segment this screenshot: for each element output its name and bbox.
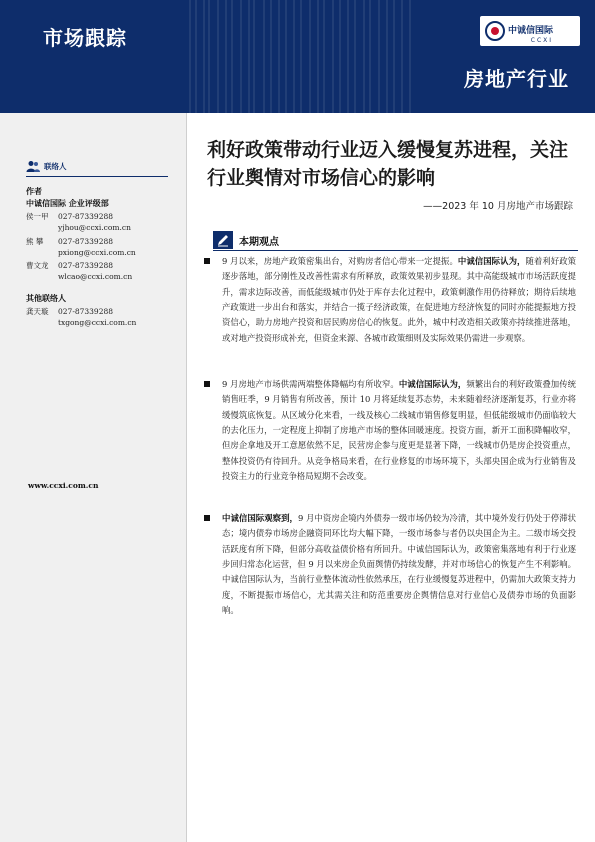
other-contacts-title: 其他联络人 — [26, 293, 66, 303]
contacts-header — [26, 160, 67, 172]
sidebar-divider — [186, 113, 187, 842]
author-2-phone: 熊 攀 027-87339288 — [26, 237, 114, 246]
other-1-email[interactable]: txgong@ccxi.com.cn — [58, 318, 137, 327]
author-1-name: 侯一甲 — [26, 212, 49, 221]
contacts-label: 联络人 — [44, 161, 67, 171]
viewpoint-1-text: 9 月以来，房地产政策密集出台，对购房者信心带来一定提振。中诚信国际认为，随着利好政策逐步落地，部分刚性及改善性需求有所释放，政策效果初步显现。其中高能级城市市场活跃度提升，需求边际改善，而低能级城市仍处于库存去化过程中，政策刺激作用仍待释放；期待后续地产政策进一步出台和落实，并结合一揽子经济政策，在促进地方经济恢复的同时亦能提振地方投资信心，助力房地产投资和居民购房信心的恢复。此外，城中村改造相关政策亦持续推进落地，或对地产投资形成补充，但资金来源、各城市政策细则及实际效果仍需进一步观察。 — [222, 256, 576, 343]
other-1-name: 龚天璇 — [26, 307, 49, 316]
bullet-marker — [204, 381, 210, 387]
author-3-name: 曹文龙 — [26, 261, 49, 270]
author-3-email[interactable]: wlcao@ccxi.com.cn — [58, 272, 133, 281]
decorative-stripes — [180, 0, 420, 113]
author-2-email[interactable]: pxiong@ccxi.com.cn — [58, 248, 136, 257]
section-label: 本期观点 — [239, 236, 279, 248]
section-divider — [213, 250, 578, 251]
bullet-marker — [204, 258, 210, 264]
company-logo — [480, 16, 580, 46]
viewpoint-1 — [204, 254, 576, 346]
department: 中诚信国际 企业评级部 — [26, 198, 109, 208]
viewpoint-2 — [204, 377, 576, 484]
author-1-phone: 侯一甲 027-87339288 — [26, 212, 114, 221]
viewpoint-3 — [204, 511, 576, 618]
logo-text-en: CCXI — [530, 37, 554, 44]
author-2-name: 熊 攀 — [26, 237, 44, 246]
viewpoint-3-text: 中诚信国际观察到，9 月中资房企境内外债券一级市场仍较为冷清，其中境外发行仍处于停滞状态；境内债券市场房企融资同环比均大幅下降，一级市场参与者仍以央国企为主。二级市场交投活跃度有所下降，但部分高收益债价格有所回升。中诚信国际认为，政策密集落地有利于行业逐步回归常态化运营，但 9 月以来房企负面舆情仍持续发酵，并对市场信心的恢复产生不利影响。中诚信国际认为，当前行业整体流动性依然承压，在行业缓慢复苏进程中，仍需加大政策支持力度，不断提振市场信心，尤其需关注和防范重要房企舆情信息对行业信心及债券市场的负面影响。 — [222, 513, 576, 616]
people-icon — [26, 160, 40, 172]
industry-label: 房地产行业 — [464, 67, 569, 91]
report-subtitle: ——2023 年 10 月房地产市场跟踪 — [423, 201, 573, 212]
author-1-email[interactable]: yjhou@ccxi.com.cn — [58, 223, 131, 232]
section-header — [213, 231, 279, 249]
bullet-marker — [204, 515, 210, 521]
viewpoint-2-text: 9 月房地产市场供需两端整体降幅均有所收窄。中诚信国际认为，频繁出台的利好政策叠加传统销售旺季，9 月销售有所改善，预计 10 月将延续复苏态势，未来随着经济逐渐复苏，行业亦将缓慢筑底恢复。从区域分化来看，一线及核心二线城市销售修复明显，但低能级城市仍面临较大的去化压力，一定程度上抑制了房地产市场的整体回暖速度。投资方面，新开工面积降幅收窄，但房企拿地及开工意愿依然不足，民营房企参与度更是显著下降，一线城市仍是房企投资重点，整体投资仍有待回升。从竞争格局来看，在行业修复的市场环境下，头部央国企成为行业销售及投资主力的行业竞争格局短期不会改变。 — [222, 379, 576, 482]
contacts-divider — [26, 176, 168, 177]
pen-icon — [213, 231, 233, 249]
ccxi-logo-icon — [484, 20, 506, 42]
other-1-phone: 龚天璇 027-87339288 — [26, 307, 114, 316]
author-3-phone: 曹文龙 027-87339288 — [26, 261, 114, 270]
author-title: 作者 — [26, 186, 42, 196]
report-header — [0, 0, 595, 113]
report-type-tag: 市场跟踪 — [43, 26, 127, 50]
report-title: 利好政策带动行业迈入缓慢复苏进程，关注行业舆情对市场信心的影响 — [207, 139, 569, 189]
logo-text-cn: 中诚信国际 — [508, 26, 554, 36]
website-link[interactable]: www.ccxi.com.cn — [28, 481, 99, 490]
